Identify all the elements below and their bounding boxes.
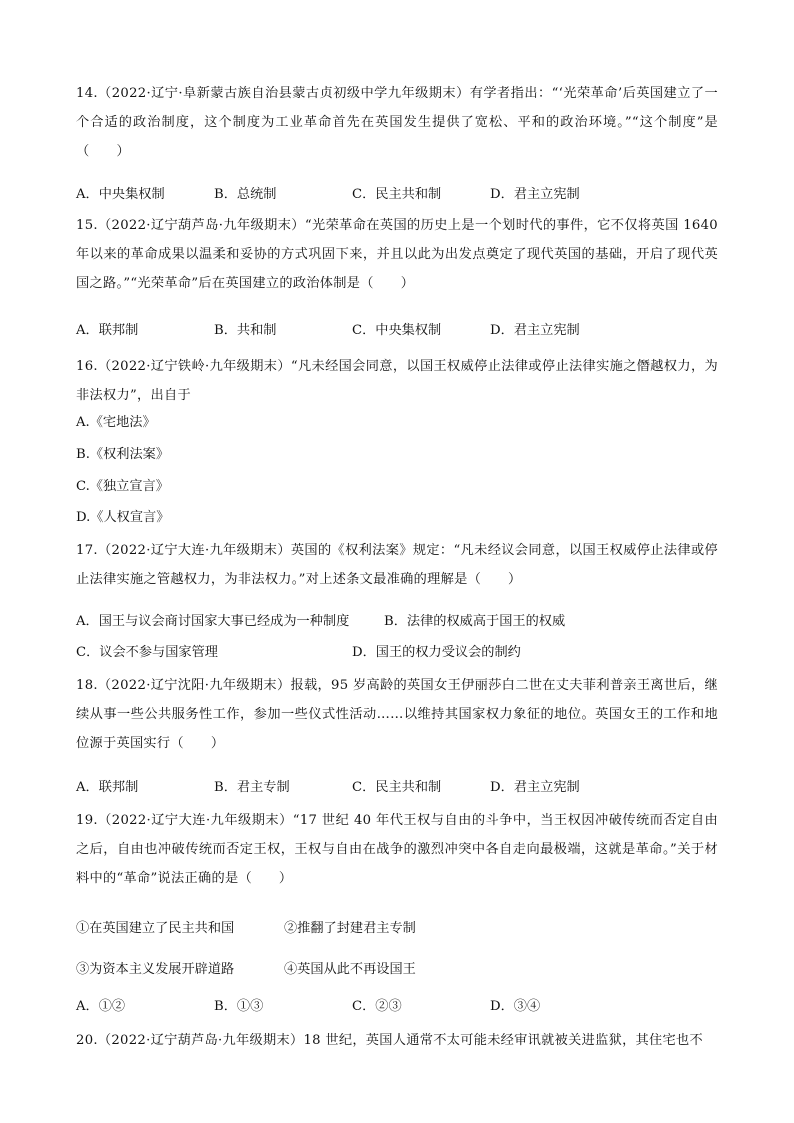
option-d[interactable]: D.《人权宣言》: [76, 510, 170, 525]
options-19: [76, 996, 718, 1018]
option-d[interactable]: D．③④: [490, 999, 541, 1014]
question-source: （2022·辽宁铁岭·九年级期末）: [97, 359, 291, 374]
options-17-row2: [76, 642, 718, 664]
option-b[interactable]: B．共和制: [214, 323, 277, 338]
options-15: [76, 320, 718, 342]
question-17: [76, 536, 718, 594]
question-19: [76, 806, 718, 893]
statement-1: ①在英国建立了民主共和国: [76, 921, 235, 936]
option-c[interactable]: C．民主共和制: [352, 187, 442, 202]
options-14: [76, 184, 718, 206]
question-14: [76, 79, 718, 166]
question-source: （2022·辽宁大连·九年级期末）: [97, 813, 293, 828]
question-number: 17.: [76, 543, 98, 558]
option-a[interactable]: A．中央集权制: [76, 187, 165, 202]
question-16: [76, 352, 718, 410]
option-c[interactable]: C．中央集权制: [352, 323, 442, 338]
question-source: （2022·辽宁大连·九年级期末）: [97, 543, 291, 558]
option-a[interactable]: A．联邦制: [76, 323, 139, 338]
option-c[interactable]: C．议会不参与国家管理: [76, 645, 218, 660]
question-number: 20.: [76, 1033, 98, 1048]
question-20: [76, 1026, 718, 1055]
question-stem: “光荣革命在英国的历史上是一个划时代的事件，它不仅将英国 1640 年以来的革命成果以温柔和妥协的方式巩固下来，并且以此为出发点奠定了现代英国的基础，开启了现代英国之路。”“光荣革命”后在英国建立的政治体制是（ ）: [76, 218, 718, 291]
statement-2: ②推翻了封建君主专制: [284, 921, 416, 936]
question-number: 16.: [76, 359, 98, 374]
question-source: （2022·辽宁·阜新蒙古族自治县蒙古贞初级中学九年级期末）: [97, 86, 470, 101]
option-d[interactable]: D．君主立宪制: [490, 780, 580, 795]
question-stem: 有学者指出：“‘光荣革命’后英国建立了一个合适的政治制度，这个制度为工业革命首先在英国发生提供了宽松、平和的政治环境。”“这个制度”是（ ）: [76, 86, 718, 159]
question-18: [76, 671, 718, 758]
question-stem: 报载，95 岁高龄的英国女王伊丽莎白二世在丈夫菲利普亲王离世后，继续从事一些公共服务性工作，参加一些仪式性活动……以维持其国家权力象征的地位。英国女王的工作和地位源于英国实行（ ）: [76, 678, 718, 751]
question-number: 19.: [76, 813, 98, 828]
statement-3: ③为资本主义发展开辟道路: [76, 962, 235, 977]
option-a[interactable]: A．联邦制: [76, 780, 139, 795]
option-b[interactable]: B．法律的权威高于国王的权威: [384, 614, 566, 629]
option-b[interactable]: B．①③: [214, 999, 264, 1014]
question-number: 18.: [76, 678, 98, 693]
option-b[interactable]: B．君主专制: [214, 780, 290, 795]
question-stem: 英国的《权利法案》规定：“凡未经议会同意，以国王权威停止法律或停止法律实施之管越权力，为非法权力。”对上述条文最准确的理解是（ ）: [76, 543, 718, 587]
question-15: [76, 211, 718, 298]
question-stem: “17 世纪 40 年代王权与自由的斗争中，当王权因冲破传统而否定自由之后，自由也冲破传统而否定王权，王权与自由在战争的激烈冲突中各自走向最极端，这就是革命。”关于材料中的“革命”说法正确的是（ ）: [76, 813, 718, 886]
options-17-row1: [76, 611, 718, 633]
option-a[interactable]: A.《宅地法》: [76, 415, 156, 430]
option-a[interactable]: A．①②: [76, 999, 126, 1014]
option-d[interactable]: D．君主立宪制: [490, 187, 580, 202]
option-c[interactable]: C.《独立宣言》: [76, 479, 169, 494]
option-b[interactable]: B．总统制: [214, 187, 277, 202]
question-number: 14.: [76, 86, 98, 101]
option-d[interactable]: D．君主立宪制: [490, 323, 580, 338]
statement-4: ④英国从此不再设国王: [284, 962, 416, 977]
question-source: （2022·辽宁葫芦岛·九年级期末）: [97, 218, 305, 233]
question-source: （2022·辽宁沈阳·九年级期末）: [97, 678, 291, 693]
question-stem: “凡未经国会同意，以国王权威停止法律或停止法律实施之僭越权力，为非法权力”，出自于: [76, 359, 718, 403]
option-c[interactable]: C．民主共和制: [352, 780, 442, 795]
option-c[interactable]: C．②③: [352, 999, 402, 1014]
options-18: [76, 777, 718, 799]
question-stem: 18 世纪，英国人通常不太可能未经审讯就被关进监狱，其住宅也不: [303, 1033, 703, 1048]
option-b[interactable]: B.《权利法案》: [76, 447, 170, 462]
question-source: （2022·辽宁葫芦岛·九年级期末）: [97, 1033, 304, 1048]
option-d[interactable]: D．国王的权力受议会的制约: [352, 645, 521, 660]
question-number: 15.: [76, 218, 98, 233]
option-a[interactable]: A．国王与议会商讨国家大事已经成为一种制度: [76, 614, 350, 629]
